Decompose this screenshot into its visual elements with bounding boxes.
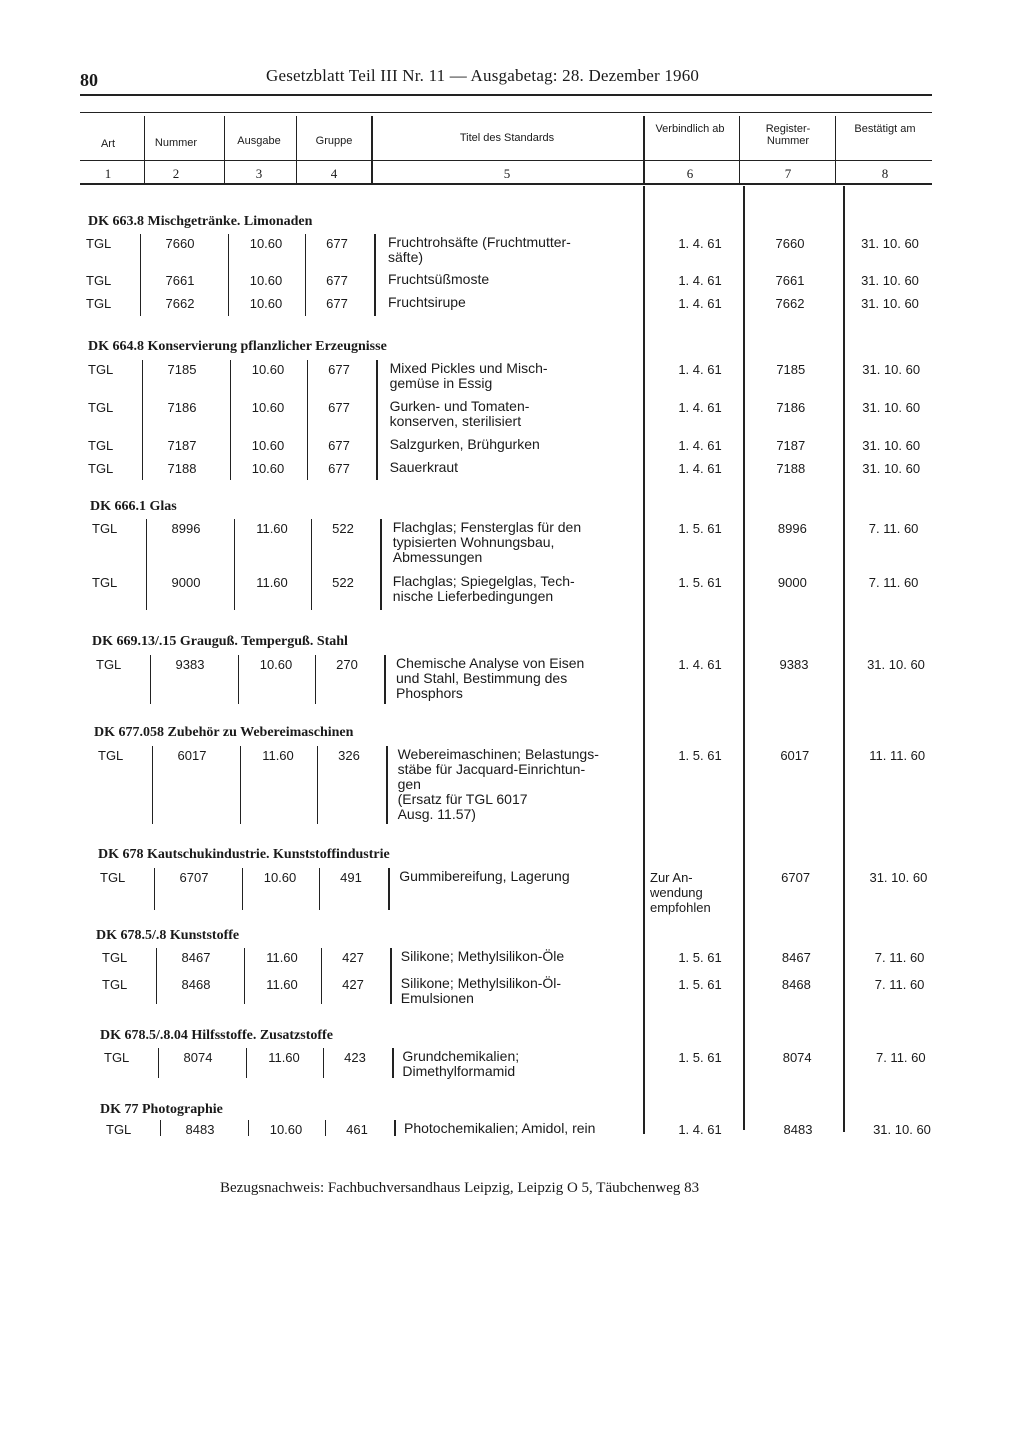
cell-verbindlich: 1. 4. 61 <box>678 400 722 415</box>
column-divider <box>228 234 229 316</box>
column-divider <box>224 116 225 184</box>
cell-nummer: 7185 <box>167 362 197 377</box>
cell-register: 7187 <box>776 438 806 453</box>
column-divider <box>311 519 312 610</box>
column-header: Titel des Standards <box>459 132 555 144</box>
cell-nummer: 7661 <box>165 273 195 288</box>
cell-ausgabe: 10.60 <box>251 461 285 476</box>
page-number: 80 <box>80 70 98 90</box>
cell-art: TGL <box>102 950 128 965</box>
header-number-rule <box>80 160 932 161</box>
cell-art: TGL <box>88 400 114 415</box>
cell-titel: Sauerkraut <box>389 459 459 475</box>
cell-gruppe: 522 <box>332 521 354 536</box>
column-divider <box>140 234 141 316</box>
column-header: Register-Nummer <box>765 123 811 147</box>
cell-nummer: 9000 <box>171 575 201 590</box>
cell-titel: Mixed Pickles und Misch- gemüse in Essig <box>389 360 548 391</box>
column-divider <box>643 186 645 1134</box>
column-divider <box>230 360 231 480</box>
cell-titel: Flachglas; Spiegelglas, Tech- nische Lieferbedingungen <box>392 573 575 604</box>
cell-ausgabe: 10.60 <box>251 400 285 415</box>
cell-gruppe: 677 <box>328 461 350 476</box>
cell-ausgabe: 11.60 <box>262 748 294 763</box>
column-divider <box>142 360 143 480</box>
cell-register: 8468 <box>781 977 811 992</box>
column-divider <box>386 746 388 824</box>
cell-art: TGL <box>106 1122 132 1137</box>
cell-nummer: 9383 <box>175 657 205 672</box>
cell-titel: Gummibereifung, Lagerung <box>399 868 570 884</box>
cell-register: 7661 <box>775 273 805 288</box>
column-header: Gruppe <box>315 135 353 147</box>
cell-art: TGL <box>86 296 112 311</box>
group-title: DK 77 Photographie <box>100 1102 223 1117</box>
cell-titel: Chemische Analyse von Eisen und Stahl, Bestimmung des Phosphors <box>396 655 585 701</box>
column-divider <box>144 116 145 184</box>
cell-verbindlich: 1. 5. 61 <box>678 575 722 590</box>
cell-ausgabe: 10.60 <box>269 1122 303 1137</box>
cell-bestaetigt: 31. 10. 60 <box>869 870 928 885</box>
column-header: Verbindlich ab <box>655 123 725 135</box>
column-divider <box>321 948 322 1004</box>
cell-bestaetigt: 7. 11. 60 <box>874 950 925 965</box>
cell-ausgabe: 10.60 <box>251 438 285 453</box>
cell-register: 8074 <box>782 1050 812 1065</box>
cell-gruppe: 677 <box>328 400 350 415</box>
column-divider <box>384 655 386 704</box>
cell-ausgabe: 10.60 <box>251 362 285 377</box>
column-number: 4 <box>330 166 338 181</box>
header-rule <box>80 112 932 113</box>
cell-nummer: 8483 <box>185 1122 215 1137</box>
column-number: 7 <box>784 166 792 181</box>
group-title: DK 678.5/.8.04 Hilfsstoffe. Zusatzstoffe <box>100 1028 333 1043</box>
running-head: Gesetzblatt Teil III Nr. 11 — Ausgabetag: 28. Dezember 1960 <box>266 66 700 85</box>
column-divider <box>234 519 235 610</box>
cell-titel: Flachglas; Fensterglas für den typisierten Wohnungsbau, Abmessungen <box>392 519 582 565</box>
column-number: 6 <box>686 166 694 181</box>
cell-verbindlich: 1. 5. 61 <box>678 1050 722 1065</box>
cell-ausgabe: 10.60 <box>249 273 283 288</box>
column-divider <box>643 116 645 184</box>
cell-register: 6017 <box>780 748 810 763</box>
cell-nummer: 6707 <box>179 870 209 885</box>
cell-gruppe: 461 <box>346 1122 368 1137</box>
column-divider <box>160 1120 161 1136</box>
cell-verbindlich: 1. 4. 61 <box>678 362 722 377</box>
cell-nummer: 7188 <box>167 461 197 476</box>
cell-gruppe: 270 <box>336 657 358 672</box>
column-divider <box>154 868 155 910</box>
cell-gruppe: 326 <box>338 748 360 763</box>
column-divider <box>325 1120 326 1136</box>
cell-verbindlich: 1. 4. 61 <box>678 657 722 672</box>
cell-titel: Fruchtsüßmoste <box>388 271 490 287</box>
column-number: 8 <box>881 166 889 181</box>
cell-ausgabe: 10.60 <box>259 657 293 672</box>
cell-register: 7662 <box>775 296 805 311</box>
cell-gruppe: 677 <box>328 362 350 377</box>
cell-gruppe: 427 <box>342 950 364 965</box>
cell-nummer: 8468 <box>181 977 211 992</box>
cell-ausgabe: 10.60 <box>249 236 283 251</box>
column-divider <box>305 234 306 316</box>
cell-titel: Silikone; Methylsilikon-Öl- Emulsionen <box>400 975 562 1006</box>
cell-bestaetigt: 11. 11. 60 <box>869 748 926 763</box>
cell-ausgabe: 11.60 <box>266 950 298 965</box>
column-divider <box>319 868 320 910</box>
column-divider <box>146 519 147 610</box>
column-divider <box>150 655 151 704</box>
column-divider <box>242 868 243 910</box>
cell-verbindlich: 1. 5. 61 <box>678 521 722 536</box>
cell-ausgabe: 10.60 <box>263 870 297 885</box>
column-number: 3 <box>255 166 263 181</box>
cell-register: 7660 <box>775 236 805 251</box>
group-title: DK 678 Kautschukindustrie. Kunststoffindustrie <box>98 847 390 862</box>
header-rule <box>80 94 932 96</box>
group-title: DK 677.058 Zubehör zu Webereimaschinen <box>94 725 354 740</box>
column-divider <box>156 948 157 1004</box>
column-number: 5 <box>503 166 511 181</box>
cell-register: 7185 <box>776 362 806 377</box>
cell-nummer: 8996 <box>171 521 201 536</box>
column-divider <box>388 868 390 910</box>
cell-gruppe: 677 <box>326 236 348 251</box>
cell-titel: Gurken- und Tomaten- konserven, sterilisiert <box>389 398 530 429</box>
cell-register: 8483 <box>783 1122 813 1137</box>
column-divider <box>240 746 241 824</box>
cell-verbindlich: 1. 5. 61 <box>678 748 722 763</box>
cell-art: TGL <box>88 362 114 377</box>
cell-nummer: 7187 <box>167 438 197 453</box>
footer-reference: Bezugsnachweis: Fachbuchversandhaus Leipzig, Leipzig O 5, Täubchenweg 83 <box>220 1180 700 1196</box>
cell-titel: Salzgurken, Brühgurken <box>389 436 540 452</box>
cell-titel: Fruchtsirupe <box>388 294 466 310</box>
cell-bestaetigt: 31. 10. 60 <box>862 438 921 453</box>
cell-art: TGL <box>86 273 112 288</box>
column-divider <box>371 116 373 184</box>
column-divider <box>739 116 740 184</box>
cell-ausgabe: 11.60 <box>256 575 288 590</box>
cell-titel: Photochemikalien; Amidol, rein <box>404 1120 596 1136</box>
cell-titel: Fruchtrohsäfte (Fruchtmutter- säfte) <box>388 234 571 265</box>
cell-nummer: 7662 <box>165 296 195 311</box>
column-divider <box>835 116 836 184</box>
cell-gruppe: 423 <box>344 1050 366 1065</box>
cell-titel: Grundchemikalien; Dimethylformamid <box>402 1048 520 1079</box>
column-divider <box>296 116 297 184</box>
cell-gruppe: 491 <box>340 870 362 885</box>
cell-verbindlich: 1. 5. 61 <box>678 977 722 992</box>
column-divider <box>376 360 378 480</box>
cell-register: 9000 <box>777 575 807 590</box>
cell-bestaetigt: 31. 10. 60 <box>861 273 919 288</box>
cell-nummer: 7660 <box>165 236 195 251</box>
cell-bestaetigt: 7. 11. 60 <box>868 575 919 590</box>
cell-bestaetigt: 31. 10. 60 <box>867 657 925 672</box>
cell-register: 7188 <box>776 461 806 476</box>
cell-verbindlich: Zur An- wendung empfohlen <box>650 870 711 915</box>
column-header: Bestätigt am <box>854 123 916 135</box>
cell-register: 7186 <box>776 400 806 415</box>
cell-art: TGL <box>100 870 126 885</box>
cell-art: TGL <box>96 657 122 672</box>
column-divider <box>158 1048 159 1078</box>
column-number: 2 <box>172 166 180 181</box>
cell-ausgabe: 11.60 <box>266 977 298 992</box>
cell-art: TGL <box>86 236 112 251</box>
cell-art: TGL <box>98 748 124 763</box>
column-divider <box>394 1120 396 1136</box>
cell-verbindlich: 1. 4. 61 <box>678 236 722 251</box>
column-divider <box>244 948 245 1004</box>
cell-bestaetigt: 31. 10. 60 <box>873 1122 931 1137</box>
cell-titel: Webereimaschinen; Belastungs- stäbe für Jacquard-Einrichtun- gen (Ersatz für TGL 6017 Ausg. 11.57) <box>397 746 599 822</box>
cell-ausgabe: 11.60 <box>268 1050 300 1065</box>
cell-register: 6707 <box>781 870 811 885</box>
cell-art: TGL <box>92 521 118 536</box>
cell-art: TGL <box>88 461 114 476</box>
column-divider <box>315 655 316 704</box>
cell-bestaetigt: 7. 11. 60 <box>875 1050 926 1065</box>
cell-nummer: 7186 <box>167 400 197 415</box>
cell-bestaetigt: 7. 11. 60 <box>868 521 919 536</box>
cell-bestaetigt: 31. 10. 60 <box>862 461 921 476</box>
cell-ausgabe: 10.60 <box>249 296 283 311</box>
group-title: DK 663.8 Mischgetränke. Limonaden <box>88 214 313 229</box>
header-bottom-rule <box>80 183 932 185</box>
group-title: DK 669.13/.15 Grauguß. Temperguß. Stahl <box>92 634 348 649</box>
group-title: DK 678.5/.8 Kunststoffe <box>96 928 240 943</box>
column-divider <box>317 746 318 824</box>
cell-gruppe: 522 <box>332 575 354 590</box>
cell-art: TGL <box>102 977 128 992</box>
cell-verbindlich: 1. 4. 61 <box>678 273 722 288</box>
cell-nummer: 8074 <box>183 1050 213 1065</box>
cell-gruppe: 677 <box>326 273 348 288</box>
cell-verbindlich: 1. 4. 61 <box>678 296 722 311</box>
cell-nummer: 8467 <box>181 950 211 965</box>
column-divider <box>743 186 745 1130</box>
cell-bestaetigt: 31. 10. 60 <box>861 236 919 251</box>
cell-bestaetigt: 31. 10. 60 <box>862 400 921 415</box>
cell-gruppe: 677 <box>328 438 350 453</box>
column-header: Art <box>100 138 116 150</box>
column-divider <box>380 519 382 610</box>
cell-register: 8467 <box>781 950 811 965</box>
cell-verbindlich: 1. 4. 61 <box>678 438 722 453</box>
column-divider <box>152 746 153 824</box>
column-divider <box>392 1048 394 1078</box>
group-title: DK 666.1 Glas <box>90 499 177 514</box>
cell-art: TGL <box>88 438 114 453</box>
column-divider <box>248 1120 249 1136</box>
column-divider <box>390 948 392 1004</box>
cell-ausgabe: 11.60 <box>256 521 288 536</box>
column-divider <box>238 655 239 704</box>
cell-verbindlich: 1. 5. 61 <box>678 950 722 965</box>
column-divider <box>323 1048 324 1078</box>
cell-bestaetigt: 31. 10. 60 <box>861 296 919 311</box>
cell-art: TGL <box>92 575 118 590</box>
cell-nummer: 6017 <box>177 748 207 763</box>
column-number: 1 <box>104 166 112 181</box>
cell-gruppe: 427 <box>342 977 364 992</box>
column-divider <box>374 234 376 316</box>
cell-bestaetigt: 7. 11. 60 <box>874 977 925 992</box>
cell-verbindlich: 1. 4. 61 <box>678 1122 722 1137</box>
cell-verbindlich: 1. 4. 61 <box>678 461 722 476</box>
cell-gruppe: 677 <box>326 296 348 311</box>
cell-register: 9383 <box>779 657 809 672</box>
column-divider <box>843 186 845 1132</box>
column-header: Ausgabe <box>237 135 281 147</box>
cell-register: 8996 <box>777 521 807 536</box>
cell-art: TGL <box>104 1050 130 1065</box>
column-divider <box>246 1048 247 1078</box>
cell-titel: Silikone; Methylsilikon-Öle <box>400 948 565 964</box>
cell-bestaetigt: 31. 10. 60 <box>862 362 921 377</box>
column-header: Nummer <box>154 137 198 149</box>
column-divider <box>307 360 308 480</box>
group-title: DK 664.8 Konservierung pflanzlicher Erzeugnisse <box>88 339 387 354</box>
